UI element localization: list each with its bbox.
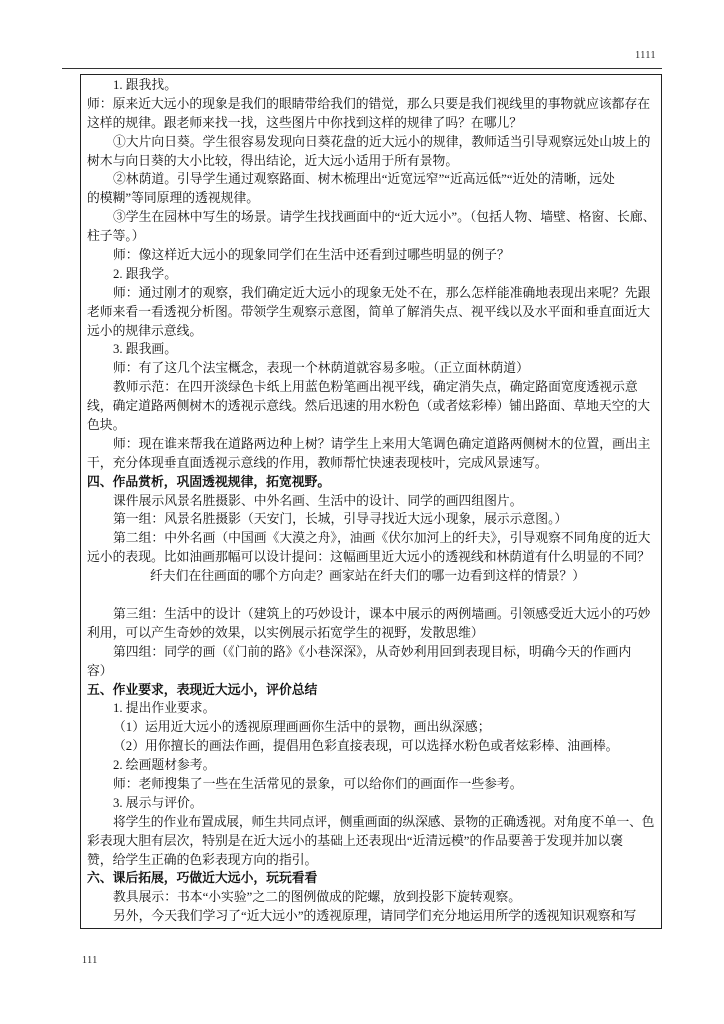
step-heading: 2. 绘画题材参考。 bbox=[113, 758, 216, 773]
step-heading: 3. 展示与评价。 bbox=[113, 795, 203, 810]
content-frame bbox=[80, 74, 662, 929]
page-number: 111 bbox=[82, 955, 98, 966]
text-line: 柱子等。） bbox=[87, 229, 145, 244]
step-heading: 2. 跟我学。 bbox=[113, 266, 177, 281]
text-line: 干，充分体现垂直面透视示意线的作用，教师帮忙快速表现枝叶，完成风景速写。 bbox=[87, 455, 548, 470]
blank-line bbox=[87, 586, 655, 605]
text-line: 这样的规律。跟老师来找一找，这些图片中你找到这样的规律了吗？在哪儿？ bbox=[87, 115, 523, 130]
text-line: 第四组：同学的画（《门前的路》《小巷深深》，从奇妙利用回到表现目标，明确今天的作画内 bbox=[113, 644, 632, 659]
text-line: 色块。 bbox=[87, 418, 126, 433]
step-heading: 1. 提出作业要求。 bbox=[113, 701, 216, 716]
text-line: ③学生在园林中写生的场景。请学生找找画面中的“近大远小”。（包括人物、墙壁、格窗、长廊、 bbox=[113, 210, 655, 225]
text-line: 教具展示：书本“小实验”之二的图例做成的陀螺，放到投影下旋转观察。 bbox=[113, 890, 522, 905]
text-line: 远小的表现。比如油画那幅可以设计提问：这幅画里近大远小的透视线和林荫道有什么明显的不同？ bbox=[87, 550, 651, 565]
text-line: 师：老师搜集了一些在生活常见的景象，可以给你们的画面作一些参考。 bbox=[113, 776, 523, 791]
text-line: 远小的规律示意线。 bbox=[87, 323, 203, 338]
step-heading: 1. 跟我找。 bbox=[113, 78, 177, 92]
section-heading: 四、作品赏析，巩固透视规律，拓宽视野。 bbox=[87, 474, 331, 489]
text-line: 老师来看一看透视分析图。带领学生观察示意图，简单了解消失点、视平线以及水平面和垂直面近大 bbox=[87, 304, 651, 319]
text-line: 第二组：中外名画（中国画《大漠之舟》，油画《伏尔加河上的纤夫》，引导观察不同角度的近大 bbox=[113, 531, 651, 546]
text-line: （2）用你擅长的画法作画，提倡用色彩直接表现，可以选择水粉色或者炫彩棒、油画棒。 bbox=[113, 739, 619, 754]
text-line: 纤夫们在往画面的哪个方向走？画家站在纤夫们的哪一边看到这样的情景？） bbox=[150, 569, 586, 584]
text-line: 第一组：风景名胜摄影（天安门，长城，引导寻找近大远小现象，展示示意图。） bbox=[113, 512, 568, 527]
text-line: 彩表现大胆有层次，特别是在近大远小的基础上还表现出“近清远模”的作品要善于发现并加以褒 bbox=[87, 833, 624, 848]
section-heading: 五、作业要求，表现近大远小，评价总结 bbox=[87, 682, 318, 697]
text-line: 利用，可以产生奇妙的效果，以实例展示拓宽学生的视野，发散思维） bbox=[87, 625, 484, 640]
step-heading: 3. 跟我画。 bbox=[113, 342, 177, 357]
text-line: 将学生的作业布置成展，师生共同点评，侧重画面的纵深感、景物的正确透视。对角度不单一、色 bbox=[113, 814, 655, 829]
header-rule bbox=[62, 68, 662, 69]
text-line: 另外，今天我们学习了“近大远小”的透视原理，请同学们充分地运用所学的透视知识观察和写 bbox=[113, 909, 637, 924]
text-line: 师：有了这几个法宝概念，表现一个林荫道就容易多啦。（正立面林荫道） bbox=[113, 361, 529, 376]
text-line: 树木与向日葵的大小比较，得出结论，近大远小适用于所有景物。 bbox=[87, 153, 459, 168]
text-line: ②林荫道。引导学生通过观察路面、树木梳理出“近宽远窄”“近高远低”“近处的清晰，远处 bbox=[113, 172, 615, 187]
section-heading: 六、课后拓展，巧做近大远小，玩玩看看 bbox=[87, 871, 318, 886]
text-line: 课件展示风景名胜摄影、中外名画、生活中的设计、同学的画四组图片。 bbox=[113, 493, 523, 508]
text-line: 师：原来近大远小的现象是我们的眼睛带给我们的错觉，那么只要是我们视线里的事物就应该都存在 bbox=[87, 96, 651, 111]
text-line: 的模糊”等同原理的透视规律。 bbox=[87, 191, 260, 206]
text-line: 第三组：生活中的设计（建筑上的巧妙设计，课本中展示的两例墙画。引领感受近大远小的巧妙 bbox=[113, 606, 651, 621]
text-line: ①大片向日葵。学生很容易发现向日葵花盘的近大远小的规律，教师适当引导观察远处山坡上的 bbox=[113, 134, 651, 149]
text-line: 师：通过刚才的观察，我们确定近大远小的现象无处不在，那么怎样能准确地表现出来呢？先跟 bbox=[113, 285, 651, 300]
text-line: （1）运用近大远小的透视原理画画你生活中的景物，画出纵深感； bbox=[113, 720, 491, 735]
text-line: 教师示范：在四开淡绿色卡纸上用蓝色粉笔画出视平线，确定消失点，确定路面宽度透视示意 bbox=[113, 380, 638, 395]
text-line: 师：现在谁来帮我在道路两边种上树？请学生上来用大笔调色确定道路两侧树木的位置，画出主 bbox=[113, 436, 651, 451]
text-line: 赞，给学生正确的色彩表现方向的指引。 bbox=[87, 852, 318, 867]
text-line: 线，确定道路两侧树木的透视示意线。然后迅速的用水粉色（或者炫彩棒）铺出路面、草地天空的大 bbox=[87, 399, 651, 414]
text-line: 师：像这样近大远小的现象同学们在生活中还看到过哪些明显的例子？ bbox=[113, 248, 510, 263]
text-line: 容） bbox=[87, 663, 113, 678]
running-head: 1111 bbox=[635, 50, 656, 61]
